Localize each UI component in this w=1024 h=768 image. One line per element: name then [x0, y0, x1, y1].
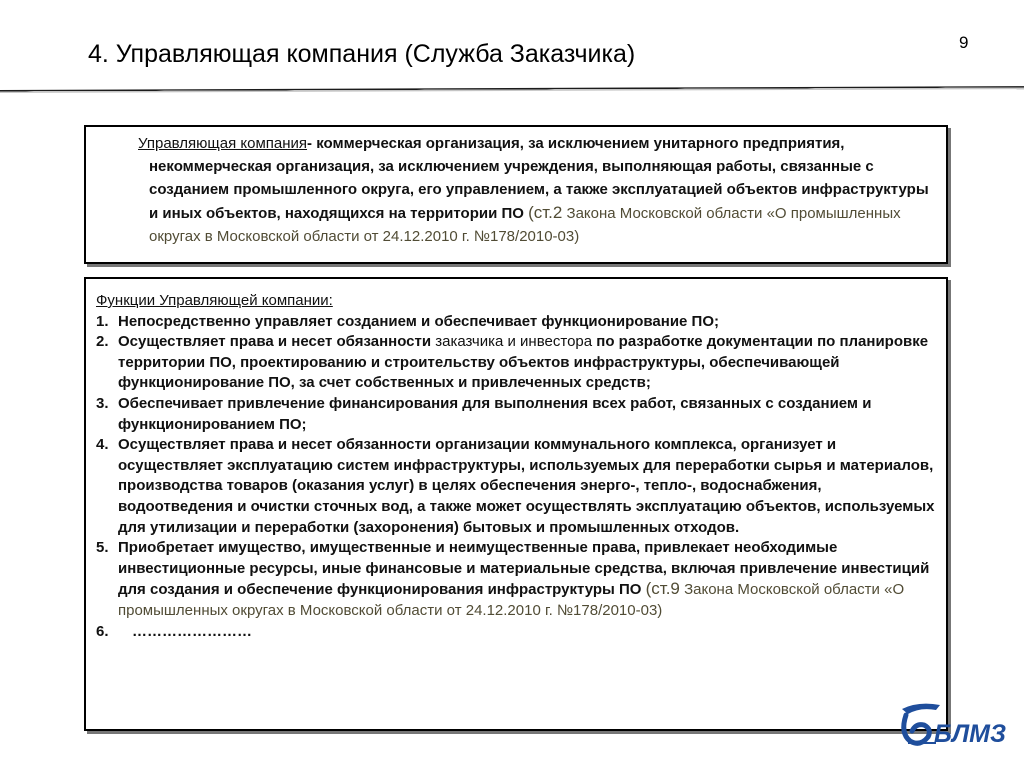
function-number: 2.: [96, 333, 109, 351]
function-text: Непосредственно управляет созданием и обеспечивает функционирование ПО;: [118, 312, 719, 330]
definition-first-line: - коммерческая организация, за исключением унитарного предприятия,: [307, 135, 845, 152]
functions-box: [84, 277, 948, 731]
definition-ref-article: (ст.2: [528, 203, 563, 222]
function-item-6: [96, 622, 938, 643]
definition-ref-law: Закона Московской области «О промышленных округах в Московской области от 24.12.2010 г. №178/2010-03): [149, 205, 901, 245]
functions-heading: Функции Управляющей компании:: [96, 292, 333, 309]
definition-text: [138, 132, 932, 248]
function-text: Обеспечивает привлечение финансирования для выполнения всех работ, связанных с созданием и функционированием ПО;: [118, 394, 872, 433]
function-item-2: [96, 332, 938, 394]
functions-list: [96, 312, 938, 643]
function-text: Осуществляет права и несет обязанности организации коммунального комплекса, организует и осуществляет эксплуатацию систем инфраструктуры, используемых для переработки сырья и материалов, производства товаров (оказания услуг) в целях обеспечения энерго-, тепло-, водоснабжения, водоотведения и очистки сточных вод, а также может осуществлять эксплуатацию объектов, используемых для утилизации и переработки (захоронения) бытовых и промышленных отходов.: [118, 436, 935, 536]
function-number: 5.: [96, 539, 109, 557]
function-text: Осуществляет права и несет обязанности: [118, 333, 432, 351]
logo-wordmark: БЛМЗ: [934, 720, 1007, 748]
blmz-logo: [896, 697, 1016, 753]
slide-title: 4. Управляющая компания (Служба Заказчика): [88, 40, 636, 68]
function-ref-law: Закона Московской области «О промышленных округах в Московской области от 24.12.2010 г. №178/2010-03): [118, 581, 905, 619]
functions-content: [96, 291, 938, 642]
title-divider: [0, 86, 1024, 93]
function-text-cont: по разработке документации по планировке территории ПО, проектированию и строительству объектов инфраструктуры, обеспечивающей функционирование ПО, за счет собственных и привлеченных средств;: [118, 333, 929, 392]
function-number: 3.: [96, 394, 109, 412]
function-item-3: [96, 394, 938, 435]
function-number: 6.: [96, 622, 109, 640]
function-item-4: [96, 435, 938, 538]
function-ref-article: (ст.9: [645, 579, 680, 599]
function-text: Приобретает имущество, имущественные и неимущественные права, привлекает необходимые инвестиционные ресурсы, иные финансовые и материальные средства, включая привлечение инвестиций для создания и обеспечение функционирования инфраструктуры ПО: [118, 539, 930, 599]
function-item-1: [96, 312, 938, 333]
function-number: 1.: [96, 312, 109, 330]
definition-body: некоммерческая организация, за исключением учреждения, выполняющая работы, связанные с созданием промышленного округа, его управлением, а также эксплуатацией объектов инфраструктуры и иных объектов, находящихся на территории ПО: [149, 158, 929, 222]
function-item-5: [96, 538, 938, 621]
definition-term: Управляющая компания: [138, 135, 308, 152]
function-text: ……………………: [132, 622, 252, 640]
definition-box: [84, 125, 948, 264]
definition-body-block: [138, 155, 932, 248]
function-text-plain: заказчика и инвестора: [435, 333, 593, 351]
function-number: 4.: [96, 436, 109, 454]
page-number: 9: [959, 33, 969, 52]
